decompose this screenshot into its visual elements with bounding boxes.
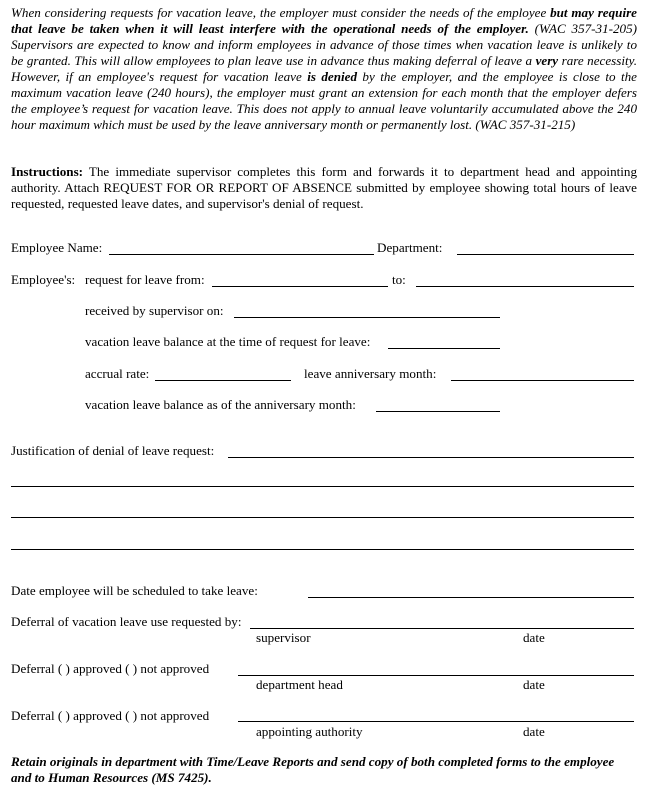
footer-note: Retain originals in department with Time/Leave Reports and send copy of both completed forms to the employee and to Human Resources (MS 7425). (11, 754, 615, 785)
justification-line-3[interactable] (11, 517, 634, 518)
deferral-requested-field[interactable] (250, 628, 634, 629)
appointing-authority-date-caption: date (523, 724, 545, 739)
department-head-caption: department head (256, 677, 343, 692)
justification-label: Justification of denial of leave request: (11, 443, 215, 458)
supervisor-caption: supervisor (256, 630, 311, 645)
department-head-date-caption: date (523, 677, 545, 692)
balance-request-field[interactable] (388, 348, 500, 349)
to-label: to: (392, 272, 406, 287)
deferral-authority-field[interactable] (238, 721, 634, 722)
appointing-authority-caption: appointing authority (256, 724, 363, 739)
request-to-field[interactable] (416, 286, 634, 287)
justification-line-4[interactable] (11, 549, 634, 550)
deferral-dept-field[interactable] (238, 675, 634, 676)
date-scheduled-field[interactable] (308, 597, 634, 598)
employee-name-label: Employee Name: (11, 240, 103, 255)
deferral-authority-approval-label: Deferral ( ) approved ( ) not approved (11, 708, 210, 723)
intro-paragraph (11, 5, 637, 133)
department-label: Department: (377, 240, 443, 255)
request-from-label: request for leave from: (85, 272, 205, 287)
deferral-requested-label: Deferral of vacation leave use requested by: (11, 614, 242, 629)
justification-field[interactable] (228, 457, 634, 458)
intro-bold-3: is denied (307, 69, 357, 84)
instructions-label: Instructions: (11, 164, 84, 179)
balance-anniversary-label: vacation leave balance as of the anniversary month: (85, 397, 356, 412)
balance-request-label: vacation leave balance at the time of request for leave: (85, 334, 371, 349)
received-field[interactable] (234, 317, 500, 318)
intro-bold-2: very (535, 53, 559, 68)
instructions-paragraph (11, 164, 637, 212)
employee-name-field[interactable] (109, 254, 374, 255)
accrual-field[interactable] (155, 380, 291, 381)
intro-text-3: rare necessity. However, if an employee's request for vacation leave (11, 53, 637, 84)
anniversary-month-field[interactable] (451, 380, 634, 381)
deferral-dept-approval-label: Deferral ( ) approved ( ) not approved (11, 661, 210, 676)
instructions-text: The immediate supervisor completes this form and forwards it to department head and appointing authority. Attach REQUEST FOR OR REPORT OF ABSENCE submitted by employee showing total hours of leave requested, requested leave dates, and supervisor's denial of request. (11, 164, 637, 211)
request-from-field[interactable] (212, 286, 388, 287)
accrual-label: accrual rate: (85, 366, 150, 381)
supervisor-date-caption: date (523, 630, 545, 645)
anniversary-month-label: leave anniversary month: (304, 366, 437, 381)
received-label: received by supervisor on: (85, 303, 224, 318)
employees-label: Employee's: (11, 272, 76, 287)
balance-anniversary-field[interactable] (376, 411, 500, 412)
intro-text-2: (WAC 357-31-205) Supervisors are expected to know and inform employees in advance of those times when vacation leave is unlikely to be granted. This will allow employees to plan leave use in advance thus making deferral of leave a (11, 21, 637, 68)
justification-line-2[interactable] (11, 486, 634, 487)
intro-text-4: by the employer, and the employee is close to the maximum vacation leave (240 hours), the employer must grant an extension for each month that the employer defers the employee’s request for vacation leave. This does not apply to annual leave voluntarily accumulated above the 240 hour maximum which must be used by the leave anniversary month or permanently lost. (WAC 357-31-215) (11, 69, 637, 132)
department-field[interactable] (457, 254, 634, 255)
intro-bold-1: but may require that leave be taken when it will least interfere with the operational needs of the employer. (11, 5, 637, 36)
intro-text-1: When considering requests for vacation leave, the employer must consider the needs of the employee (11, 5, 551, 20)
date-scheduled-label: Date employee will be scheduled to take leave: (11, 583, 258, 598)
